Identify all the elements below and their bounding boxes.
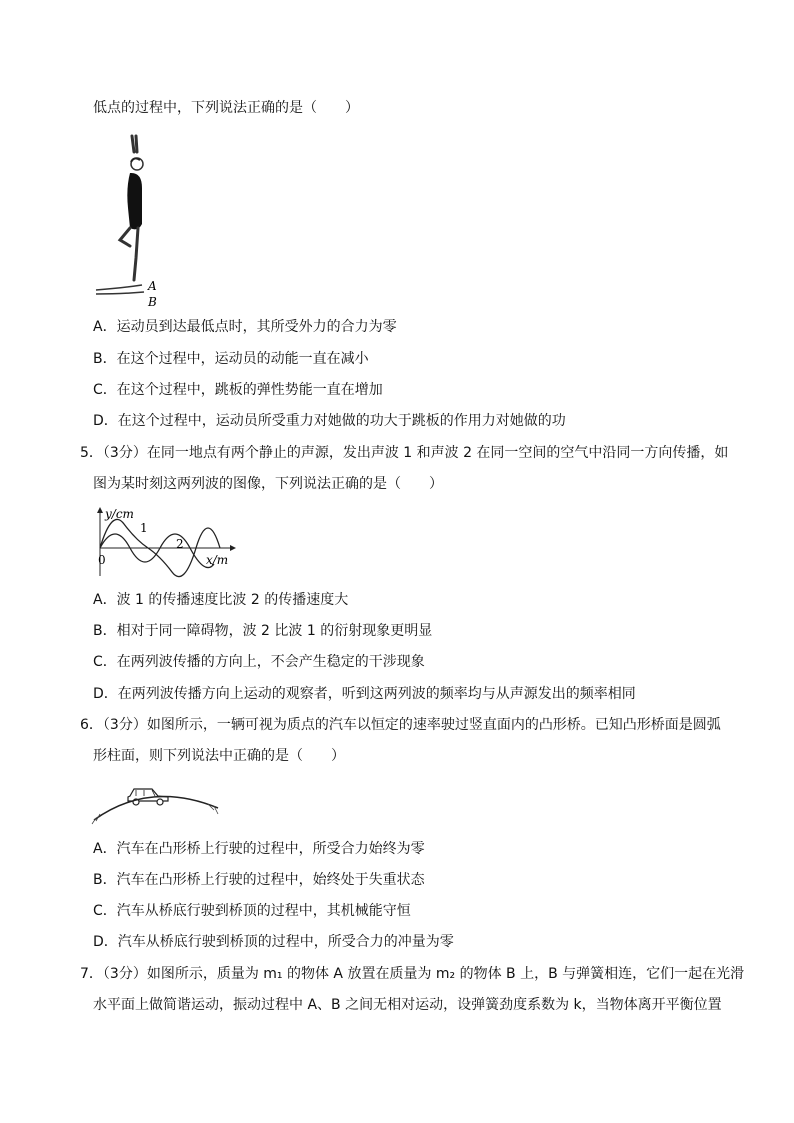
q5-option-d: D．在两列波传播方向上运动的观察者，听到这两列波的频率均与从声源发出的频率相同 [93,686,636,702]
q4-stem-tail: 低点的过程中，下列说法正确的是（ ） [93,100,359,116]
diver-illustration [92,128,172,313]
q7-stem-line2: 水平面上做简谐运动，振动过程中 A、B 之间无相对运动，设弹簧劲度系数为 k，当物体离开平衡位置 [93,997,722,1013]
q4-option-a: A．运动员到达最低点时，其所受外力的合力为零 [93,319,397,335]
q6-bridge-figure [90,778,222,830]
diver-label-b: B [148,295,157,309]
q6-stem-line2: 形柱面，则下列说法中正确的是（ ） [93,748,345,764]
q5-wave-figure [90,504,240,584]
q6-option-d: D．汽车从桥底行驶到桥顶的过程中，所受合力的冲量为零 [93,934,454,950]
y-axis-label: y/cm [105,507,134,521]
wave-2-curve [100,534,214,568]
wave-1-label: 1 [140,521,148,535]
q5-stem-line2: 图为某时刻这两列波的图像，下列说法正确的是（ ） [93,476,443,492]
q5-option-b: B．相对于同一障碍物，波 2 比波 1 的衍射现象更明显 [93,623,433,639]
q4-diver-figure [92,128,172,317]
x-axis-label: x/m [206,553,229,567]
diver-label-a: A [148,279,157,293]
q6-option-b: B．汽车在凸形桥上行驶的过程中，始终处于失重状态 [93,872,425,888]
q4-option-d: D．在这个过程中，运动员所受重力对她做的功大于跳板的作用力对她做的功 [93,413,566,429]
origin-label: 0 [98,553,106,567]
q4-option-b: B．在这个过程中，运动员的动能一直在减小 [93,351,369,367]
q5-option-c: C．在两列波传播的方向上，不会产生稳定的干涉现象 [93,654,425,670]
wave-2-label: 2 [176,537,184,551]
q7-stem-line1: 7．（3分）如图所示，质量为 m₁ 的物体 A 放置在质量为 m₂ 的物体 B 上，B 与弹簧相连，它们一起在光滑 [80,966,745,982]
q5-stem-line1: 5．（3分）在同一地点有两个静止的声源，发出声波 1 和声波 2 在同一空间的空气中沿同一方向传播，如 [80,445,729,461]
q6-option-a: A．汽车在凸形桥上行驶的过程中，所受合力始终为零 [93,841,425,857]
wave-graph [90,504,240,580]
bridge-illustration [90,778,222,826]
q6-stem-line1: 6．（3分）如图所示，一辆可视为质点的汽车以恒定的速率驶过竖直面内的凸形桥。已知凸形桥面是圆弧 [80,717,721,733]
q6-option-c: C．汽车从桥底行驶到桥顶的过程中，其机械能守恒 [93,903,411,919]
q5-option-a: A．波 1 的传播速度比波 2 的传播速度大 [93,592,349,608]
q4-option-c: C．在这个过程中，跳板的弹性势能一直在增加 [93,382,383,398]
